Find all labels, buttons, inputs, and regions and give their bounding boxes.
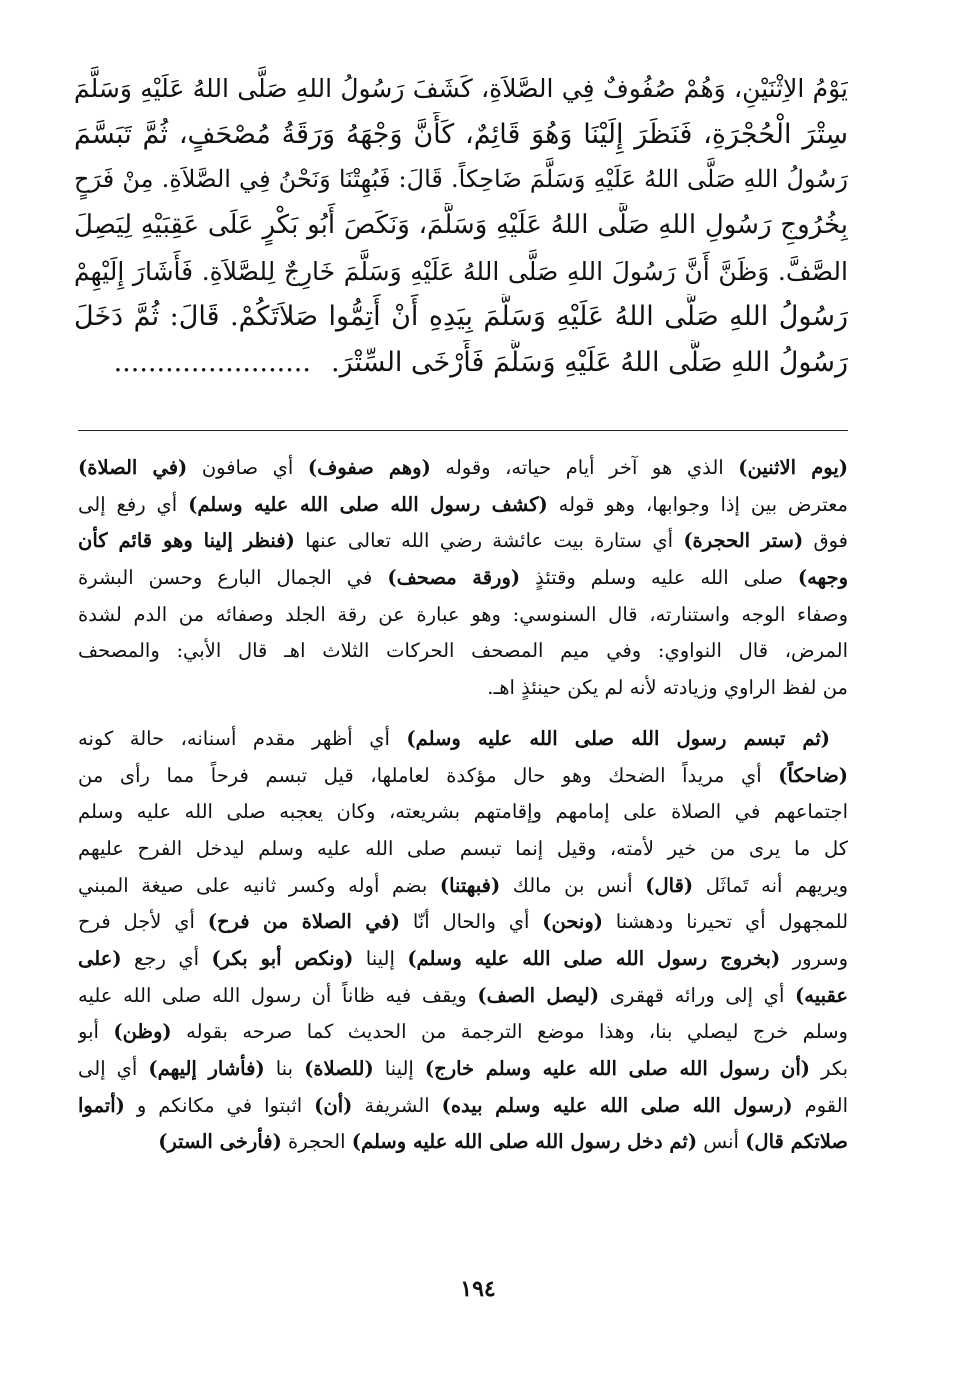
commentary-text: وصفاء الوجه واستنارته، قال السنوسي: وهو عبارة عن رقة الجلد وصفائه من الدم لشدة (78, 602, 848, 626)
commentary-text: أبو (78, 1020, 114, 1044)
quoted-hadith-phrase: (فأشار إليهم) (148, 1057, 265, 1080)
hadith-line: رَسُولُ اللهِ صَلَّى اللهُ عَلَيْهِ وَسَلَّمَ ضَاحِكاً. قَالَ: فَبُهِتْنَا وَنَحْنُ فِي الصَّلاَةِ. مِنْ فَرَحٍ (74, 165, 848, 194)
commentary-line (78, 597, 848, 634)
commentary-text: أي أظهر مقدم أسنانه، حالة كونه (78, 726, 407, 750)
commentary-text: بكر (810, 1057, 848, 1080)
commentary-paragraph-1 (78, 450, 848, 707)
commentary-text: الذي هو آخر أيام حياته، وقوله (430, 456, 739, 479)
commentary-text: أي رفع إلى (78, 492, 189, 516)
commentary-text: ويريهم أنه تَماثَل (693, 873, 848, 897)
commentary-text: من لفظ الراوي وزيادته لأنه لم يكن حينئذٍ اهـ. (487, 676, 848, 700)
quoted-hadith-phrase: (ضاحكاً) (778, 763, 848, 787)
commentary-text: اجتماعهم في الصلاة على إمامهم وإقامتهم بشريعته، وكان يعجبه صلى الله عليه وسلم (78, 800, 848, 824)
hadith-line: رَسُولُ اللهِ صَلَّى اللهُ عَلَيْهِ وَسَلَّمَ بِيَدِهِ أَنْ أَتِمُّوا صَلاَتَكُمْ. قَالَ: ثُمَّ دَخَلَ (74, 301, 848, 333)
quoted-hadith-phrase: وجهه) (797, 566, 848, 590)
commentary-text: أنس (697, 1130, 746, 1154)
quoted-hadith-phrase: (في الصلاة) (78, 456, 188, 479)
hadith-line: سِتْرَ الْحُجْرَةِ، فَنَظَرَ إِلَيْنَا وَهُوَ قَائِمٌ، كَأَنَّ وَجْهَهُ وَرَقَةُ مُصْحَفٍ، ثُمَّ تَبَسَّمَ (74, 118, 848, 150)
commentary-line (78, 904, 848, 941)
quoted-hadith-phrase: (أن) (314, 1093, 353, 1117)
hadith-text (74, 66, 848, 386)
commentary (78, 450, 848, 1161)
commentary-line (78, 721, 848, 758)
commentary-text: إلينا (373, 1057, 425, 1080)
commentary-line (78, 978, 848, 1015)
commentary-text: أي إلى (78, 1057, 149, 1080)
commentary-text: أي ستارة بيت عائشة رضي الله تعالى عنها (294, 529, 684, 553)
commentary-text: في الجمال البارع وحسن البشرة (78, 566, 388, 590)
commentary-line (78, 831, 848, 868)
commentary-text: أي مريداً الضحك وهو حال مؤكدة لعاملها، قيل تبسم فرحاً مما رأى من (78, 763, 779, 787)
quoted-hadith-phrase: (ثم دخل رسول الله صلى الله عليه وسلم) (351, 1130, 698, 1154)
commentary-text: معترض بين إذا وجوابها، وهو قوله (547, 492, 848, 516)
commentary-line (78, 1014, 848, 1051)
quoted-hadith-phrase: (وهم صفوف) (307, 456, 431, 479)
hadith-line-last (74, 340, 848, 386)
commentary-line (78, 868, 848, 905)
quoted-hadith-phrase: (كشف رسول الله صلى الله عليه وسلم) (188, 492, 548, 516)
quoted-hadith-phrase: (فنظر إلينا وهو قائم كأن (78, 529, 295, 553)
commentary-text: صلى الله عليه وسلم وقتئذٍ (520, 566, 798, 590)
quoted-hadith-phrase: (أن رسول الله صلى الله عليه وسلم خارج) (424, 1057, 810, 1080)
commentary-line (78, 450, 848, 487)
quoted-hadith-phrase: (ستر الحجرة) (683, 529, 804, 553)
quoted-hadith-phrase: (ونكص أبو بكر) (211, 946, 354, 970)
quoted-hadith-phrase: عقبيه) (795, 983, 848, 1007)
commentary-line (78, 1088, 848, 1125)
commentary-text: بضم أوله وكسر ثانيه على صيغة المبني (78, 873, 440, 897)
quoted-hadith-phrase: (فأرخى الستر) (158, 1130, 282, 1154)
commentary-text: الحجرة (281, 1130, 352, 1154)
quoted-hadith-phrase: (رسول الله صلى الله عليه وسلم بيده) (441, 1093, 793, 1117)
commentary-text: القوم (792, 1093, 848, 1117)
quoted-hadith-phrase: صلاتكم قال) (745, 1130, 848, 1154)
quoted-hadith-phrase: (قال) (645, 873, 694, 897)
commentary-text: أي رجع (121, 946, 212, 970)
quoted-hadith-phrase: (على (78, 946, 122, 970)
quoted-hadith-phrase: (وظن) (113, 1020, 172, 1044)
commentary-text: بنا (264, 1057, 305, 1080)
hadith-line: الصَّفَّ. وَظَنَّ أَنَّ رَسُولَ اللهِ صَلَّى اللهُ عَلَيْهِ وَسَلَّمَ خَارِجٌ لِلصَّلاَةِ. فَأَشَارَ إِلَيْهِمْ (74, 256, 848, 286)
quoted-hadith-phrase: (ليصل الصف) (477, 983, 600, 1007)
quoted-hadith-phrase: (ونحن) (542, 910, 603, 934)
commentary-text: إلينا (353, 946, 408, 970)
commentary-text: أي صافون (187, 456, 308, 479)
commentary-line (78, 633, 848, 670)
commentary-text: ويقف فيه ظاناً أن رسول الله صلى الله عليه (78, 983, 478, 1007)
commentary-text: كل ما يرى من خير لأمته، وقيل إنما تبسم صلى الله عليه وسلم ليدخل الفرح عليهم (78, 836, 848, 860)
hadith-line-text: رَسُولُ اللهِ صَلَّى اللهُ عَلَيْهِ وَسَلَّمَ فَأَرْخَى السِّتْرَ. (330, 347, 848, 379)
commentary-text: أي والحال أنّا (400, 910, 543, 934)
commentary-line (78, 794, 848, 831)
quoted-hadith-phrase: (ورقة مصحف) (387, 566, 521, 590)
commentary-text: وسرور (780, 946, 848, 970)
commentary-text: الشريفة (352, 1093, 442, 1117)
quoted-hadith-phrase: (للصلاة) (304, 1057, 374, 1080)
page-number: ١٩٤ (460, 1276, 496, 1302)
commentary-text: المرض، قال النواوي: وفي ميم المصحف الحركات الثلاث اهـ قال الأبي: والمصحف (78, 639, 848, 663)
hadith-line: بِخُرُوجِ رَسُولِ اللهِ صَلَّى اللهُ عَلَيْهِ وَسَلَّمَ، وَنَكَصَ أَبُو بَكْرٍ عَلَى عَقِبَيْهِ لِيَصِلَ (74, 210, 848, 241)
commentary-text: للمجهول أي تحيرنا ودهشنا (602, 910, 848, 934)
quoted-hadith-phrase: (بخروج رسول الله صلى الله عليه وسلم) (407, 946, 781, 970)
quoted-hadith-phrase: (في الصلاة من فرح) (207, 910, 401, 934)
commentary-text: اثبتوا في مكانكم و (124, 1093, 315, 1117)
commentary-line (78, 487, 848, 524)
commentary-text: أنس بن مالك (500, 873, 646, 897)
commentary-text: فوق (803, 529, 848, 553)
commentary-text: وسلم خرج ليصلي بنا، وهذا موضع الترجمة من الحديث كما صرحه بقوله (171, 1020, 848, 1044)
commentary-line (78, 670, 848, 707)
quoted-hadith-phrase: (يوم الاثنين) (738, 456, 848, 479)
commentary-text: أي لأجل فرح (78, 910, 208, 934)
hadith-line: يَوْمُ الاِثْنَيْنِ، وَهُمْ صُفُوفٌ فِي الصَّلاَةِ، كَشَفَ رَسُولُ اللهِ صَلَّى اللهُ عَلَيْهِ وَسَلَّمَ (74, 74, 848, 103)
quoted-hadith-phrase: (أتموا (78, 1093, 125, 1117)
commentary-line (78, 1124, 848, 1161)
trailing-dots: ....................... (113, 347, 311, 379)
commentary-paragraph-2 (78, 721, 848, 1161)
commentary-line (78, 560, 848, 597)
commentary-line (78, 523, 848, 560)
commentary-line (78, 758, 848, 795)
commentary-line (78, 1051, 848, 1088)
quoted-hadith-phrase: (ثم تبسم رسول الله صلى الله عليه وسلم) (406, 726, 830, 750)
commentary-line (78, 941, 848, 978)
commentary-text: أي إلى ورائه قهقرى (599, 983, 796, 1007)
footnote-separator (78, 430, 848, 431)
quoted-hadith-phrase: (فبهتنا) (439, 873, 501, 897)
